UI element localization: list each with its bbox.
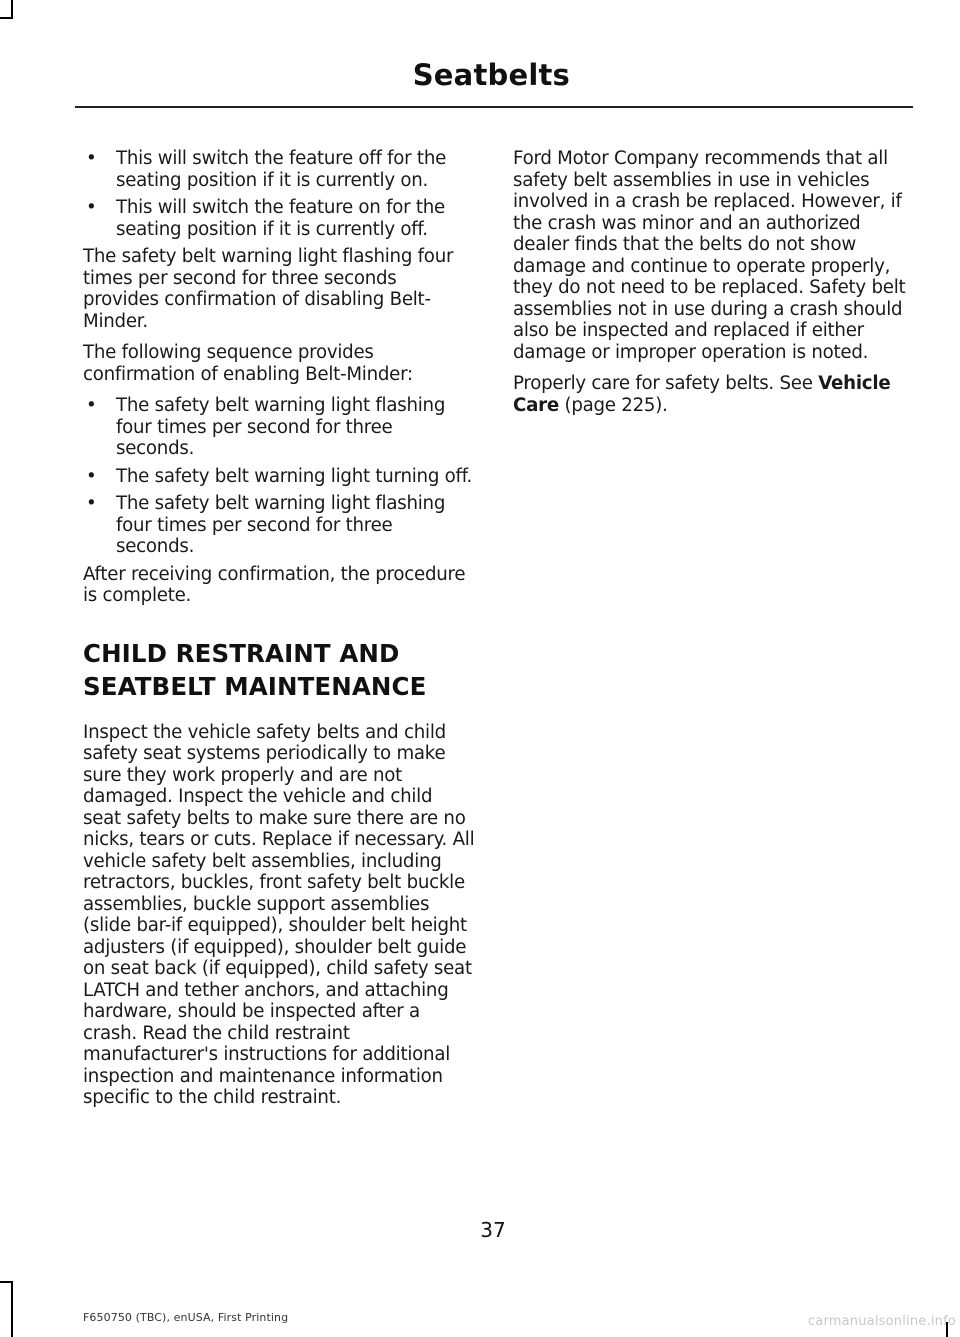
watermark: carmanualsonline.info — [807, 1314, 956, 1329]
paragraph: After receiving confirmation, the procedure is complete. — [83, 563, 466, 606]
list-item — [83, 493, 475, 558]
list-item — [83, 197, 475, 240]
crop-mark — [0, 17, 13, 19]
paragraph: The following sequence provides confirmation of enabling Belt-Minder: — [83, 342, 413, 385]
crop-mark — [11, 0, 13, 17]
paragraph — [513, 373, 908, 416]
document-info: F650750 (TBC), enUSA, First Printing — [83, 1311, 289, 1324]
left-column — [83, 148, 475, 1119]
bullet-text: This will switch the feature off for the seating position if it is currently on. — [116, 148, 447, 191]
header-divider — [75, 106, 913, 108]
bullet-icon: • — [86, 148, 97, 169]
bullet-icon: • — [86, 493, 97, 514]
bullet-list — [83, 148, 475, 240]
paragraph: Ford Motor Company recommends that all safety belt assemblies in use in vehicles involved in a crash be replaced. However, if the crash was minor and an authorized dealer finds that the belts do not show damage and continue to operate properly, they do not need to be replaced. Safety belt assemblies not in use during a crash should also be inspected and replaced if either damage or improper operation is noted. — [513, 148, 906, 363]
page-number: 37 — [480, 1218, 506, 1242]
bullet-icon: • — [86, 465, 97, 487]
bullet-list — [83, 395, 475, 558]
section-heading-line: CHILD RESTRAINT AND — [83, 638, 400, 668]
paragraph: Inspect the vehicle safety belts and child safety seat systems periodically to make sure they work properly and are not damaged. Inspect the vehicle and child seat safety belts to make sure there are no nicks, tears or cuts. Replace if necessary. All vehicle safety belt assemblies, including retractors, buckles, front safety belt buckle assemblies, buckle support assemblies (slide bar-if equipped), shoulder belt height adjusters (if equipped), shoulder belt guide on seat back (if equipped), child safety seat LATCH and tether anchors, and attaching hardware, should be inspected after a crash. Read the child restraint manufacturer's instructions for additional inspection and maintenance information specific to the child restraint. — [83, 721, 475, 1108]
paragraph: The safety belt warning light flashing four times per second for three seconds provides confirmation of disabling Belt-Minder. — [83, 246, 454, 332]
bullet-text: The safety belt warning light flashing four times per second for three seconds. — [116, 493, 446, 557]
right-column — [513, 148, 908, 426]
bullet-text: This will switch the feature on for the seating position if it is currently off. — [116, 197, 446, 240]
page-title: Seatbelts — [412, 58, 570, 92]
list-item — [83, 466, 475, 488]
bullet-icon: • — [86, 395, 97, 416]
bullet-text: The safety belt warning light flashing four times per second for three seconds. — [116, 395, 446, 459]
vehicle-care-link[interactable]: Vehicle Care — [513, 373, 891, 416]
crop-mark — [0, 1281, 13, 1283]
bullet-icon: • — [86, 197, 97, 218]
page-reference: (page 225). — [558, 394, 668, 416]
section-heading-line: SEATBELT MAINTENANCE — [83, 671, 427, 701]
list-item — [83, 148, 475, 191]
list-item — [83, 395, 475, 460]
care-text: Properly care for safety belts. See — [513, 373, 819, 394]
section-heading — [83, 637, 475, 703]
bullet-text: The safety belt warning light turning off. — [116, 465, 473, 487]
crop-mark — [11, 1281, 13, 1337]
